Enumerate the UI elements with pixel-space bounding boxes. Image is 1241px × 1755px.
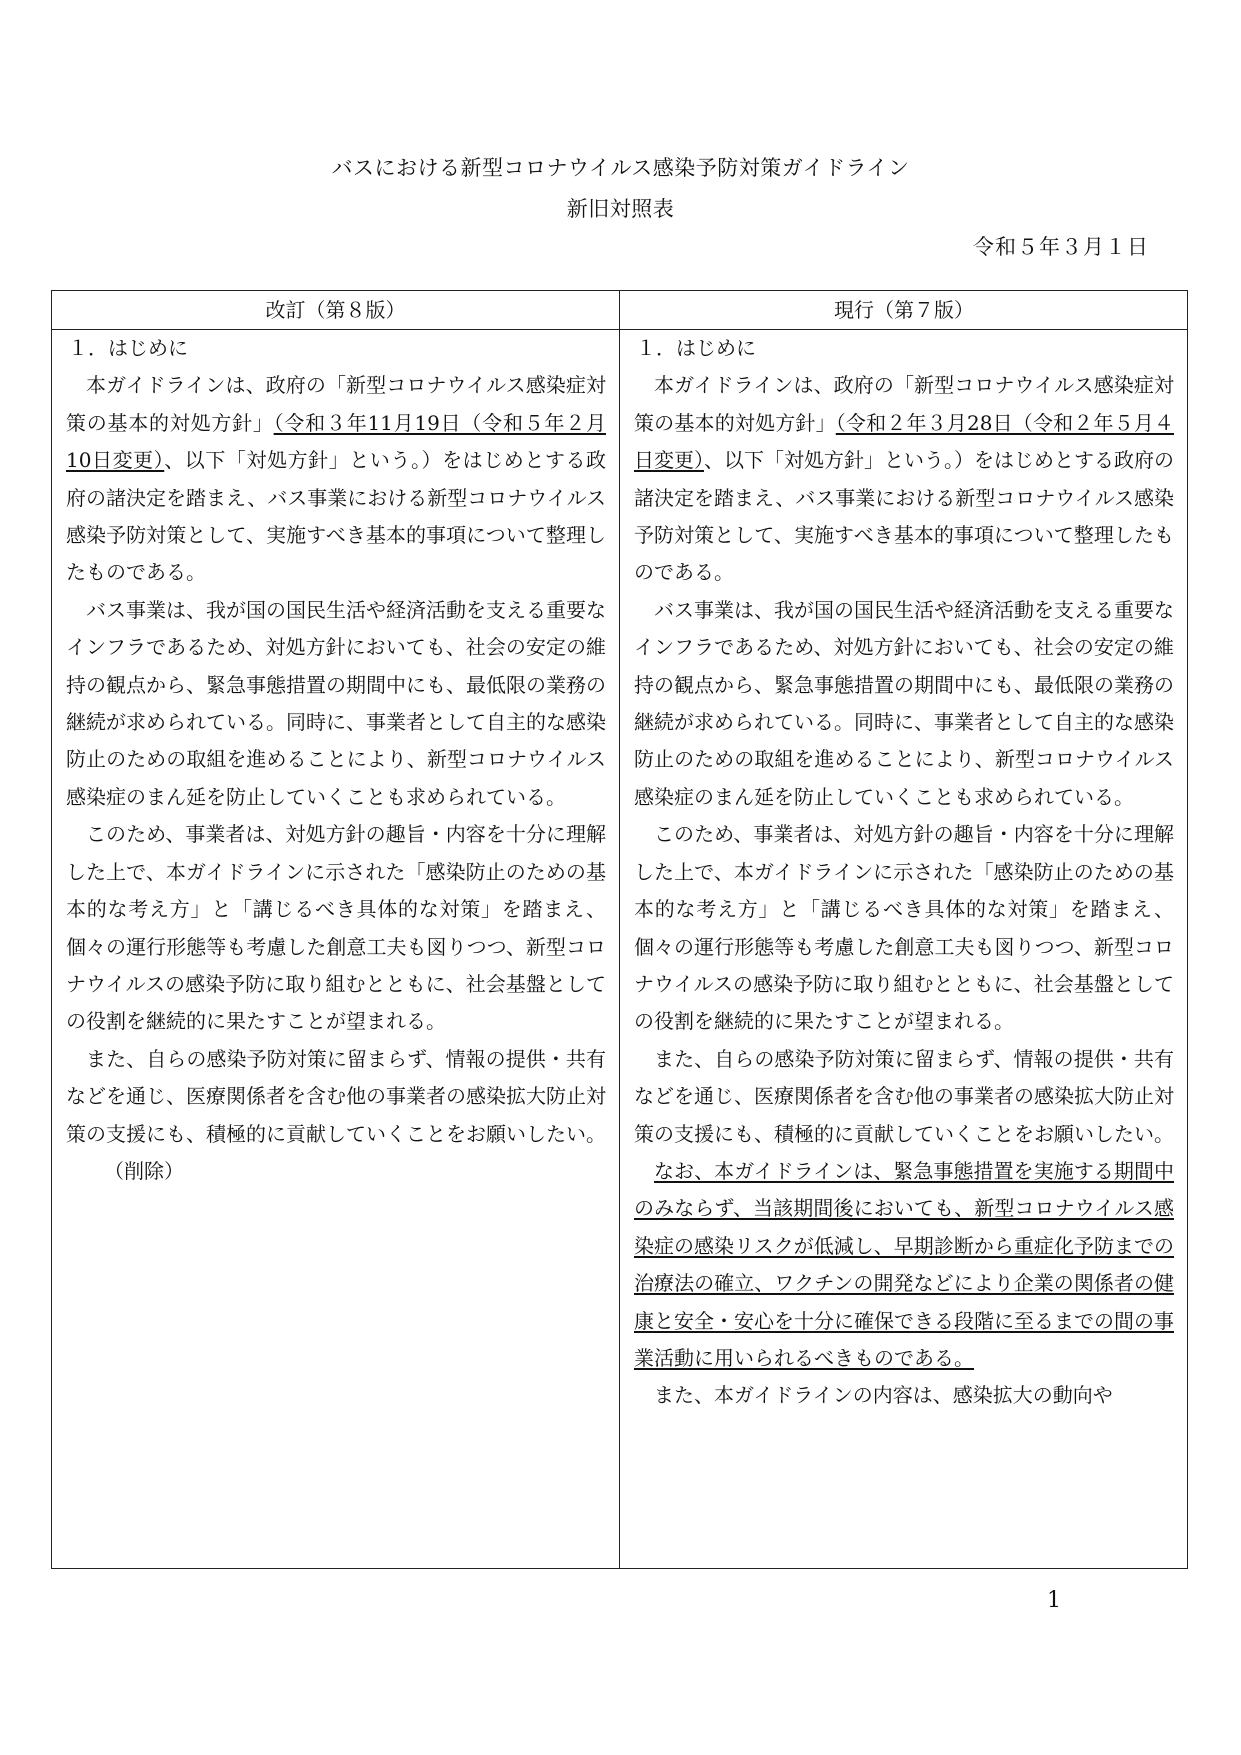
paragraph-bus-business: バス事業は、我が国の国民生活や経済活動を支える重要なインフラであるため、対処方針においても、社会の安定の維持の観点から、緊急事態措置の期間中にも、最低限の業務の継続が求められている。同時に、事業者として自主的な感染防止のための取組を進めることにより、新型コロナウイルス感染症のまん延を防止していくことも求められている。 bbox=[66, 597, 606, 809]
paragraph-bus-business: バス事業は、我が国の国民生活や経済活動を支える重要なインフラであるため、対処方針においても、社会の安定の維持の観点から、緊急事態措置の期間中にも、最低限の業務の継続が求められている。同時に、事業者として自主的な感染防止のための取組を進めることにより、新型コロナウイルス感染症のまん延を防止していくことも求められている。 bbox=[634, 597, 1174, 809]
paragraph-text: 本ガイドラインは、政府の「新型コロナウイルス感染症対策の基本的対処方針」 bbox=[66, 373, 606, 435]
paragraph-removed-scope bbox=[634, 1153, 1174, 1377]
header-current: 現行（第７版） bbox=[834, 298, 974, 322]
section-heading: １．はじめに bbox=[68, 336, 188, 360]
paragraph-text: 、以下「対処方針」という。）をはじめとする政府の諸決定を踏まえ、バス事業における新型コロナウイルス感染予防対策として、実施すべき基本的事項について整理したものである。 bbox=[66, 448, 606, 585]
paragraph-cooperation: また、自らの感染予防対策に留まらず、情報の提供・共有などを通じ、医療関係者を含む他の事業者の感染拡大防止対策の支援にも、積極的に貢献していくことをお願いしたい。 bbox=[634, 1046, 1174, 1146]
paragraph-operators: このため、事業者は、対処方針の趣旨・内容を十分に理解した上で、本ガイドラインに示された「感染防止のための基本的な考え方」と「講じるべき具体的な対策」を踏まえ、個々の運行形態等も考慮した創意工夫も図りつつ、新型コロナウイルスの感染予防に取り組むとともに、社会基盤としての役割を継続的に果たすことが望まれる。 bbox=[66, 822, 606, 1034]
paragraph-operators: このため、事業者は、対処方針の趣旨・内容を十分に理解した上で、本ガイドラインに示された「感染防止のための基本的な考え方」と「講じるべき具体的な対策」を踏まえ、個々の運行形態等も考慮した創意工夫も図りつつ、新型コロナウイルスの感染予防に取り組むとともに、社会基盤としての役割を継続的に果たすことが望まれる。 bbox=[634, 822, 1174, 1034]
document-title: バスにおける新型コロナウイルス感染予防対策ガイドライン bbox=[331, 156, 910, 180]
section-heading: １．はじめに bbox=[636, 336, 756, 360]
paragraph-text: 本ガイドラインは、政府の「新型コロナウイルス感染症対策の基本的対処方針」 bbox=[634, 373, 1174, 435]
page-number: 1 bbox=[1047, 1588, 1061, 1613]
header-revised: 改訂（第８版） bbox=[265, 298, 406, 322]
paragraph-cooperation: また、自らの感染予防対策に留まらず、情報の提供・共有などを通じ、医療関係者を含む他の事業者の感染拡大防止対策の支援にも、積極的に貢献していくことをお願いしたい。 bbox=[66, 1046, 606, 1146]
document-subtitle: 新旧対照表 bbox=[566, 197, 675, 221]
deleted-marker: （削除） bbox=[104, 1158, 184, 1183]
revised-column bbox=[66, 330, 606, 1190]
paragraph-intro bbox=[634, 367, 1174, 591]
amended-text: （令和３年11月19日（令和５年２月10日変更） bbox=[66, 410, 606, 473]
paragraph-intro bbox=[66, 367, 606, 591]
current-column bbox=[634, 330, 1174, 1415]
comparison-table bbox=[51, 290, 1188, 1569]
paragraph-continued: また、本ガイドラインの内容は、感染拡大の動向や bbox=[654, 1383, 1113, 1408]
paragraph-text: 、以下「対処方針」という。）をはじめとする政府の諸決定を踏まえ、バス事業における新型コロナウイルス感染予防対策として、実施すべき基本的事項について整理したものである。 bbox=[634, 448, 1174, 585]
column-divider bbox=[619, 291, 620, 1568]
amended-text: （令和２年３月28日（令和２年５月４日変更） bbox=[634, 410, 1174, 473]
document-date: 令和５年３月１日 bbox=[973, 235, 1149, 259]
amended-text: なお、本ガイドラインは、緊急事態措置を実施する期間中のみならず、当該期間後においても、新型コロナウイルス感染症の感染リスクが低減し、早期診断から重症化予防までの治療法の確立、ワクチンの開発などにより企業の関係者の健康と安全・安心を十分に確保できる段階に至るまでの間の事業活動に用いられるべきものである。 bbox=[634, 1158, 1174, 1370]
